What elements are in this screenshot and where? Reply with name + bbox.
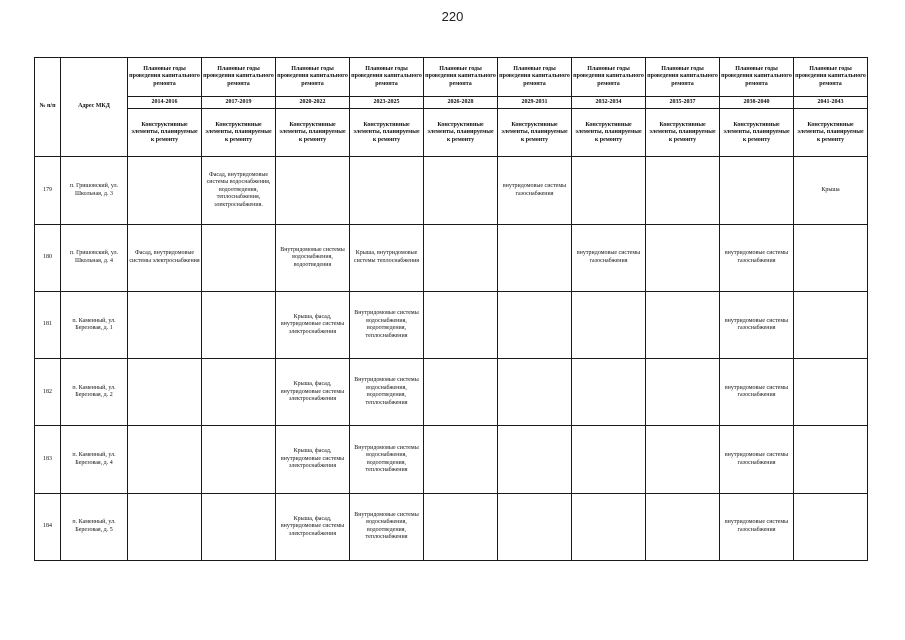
table-cell: Крыша <box>794 157 868 224</box>
table-cell <box>128 426 202 493</box>
elements-header: Конструктивные элементы, планируемые к ремонту <box>424 109 498 157</box>
table-cell <box>498 224 572 291</box>
row-number: 181 <box>35 291 61 358</box>
year-range: 2038-2040 <box>720 97 794 109</box>
period-header: Плановые годы проведения капитального ремонта <box>128 58 202 97</box>
table-cell <box>350 157 424 224</box>
table-row <box>35 157 868 224</box>
table-cell <box>572 426 646 493</box>
period-header: Плановые годы проведения капитального ремонта <box>424 58 498 97</box>
table-cell <box>794 291 868 358</box>
elements-header: Конструктивные элементы, планируемые к ремонту <box>128 109 202 157</box>
table-cell: Крыша, фасад, внутридомовые системы электроснабжения <box>276 359 350 426</box>
row-address: п. Гришовский, ул. Школьная, д. 3 <box>61 157 128 224</box>
year-range: 2023-2025 <box>350 97 424 109</box>
table-cell <box>794 493 868 560</box>
row-number: 180 <box>35 224 61 291</box>
table-cell: внутридомовые системы газоснабжения <box>572 224 646 291</box>
year-range: 2041-2043 <box>794 97 868 109</box>
table-cell <box>646 291 720 358</box>
table-cell: внутридомовые системы газоснабжения <box>720 359 794 426</box>
year-range: 2014-2016 <box>128 97 202 109</box>
table-cell: Крыша, фасад, внутридомовые системы электроснабжения <box>276 493 350 560</box>
elements-header: Конструктивные элементы, планируемые к ремонту <box>720 109 794 157</box>
table-cell <box>276 157 350 224</box>
table-cell <box>424 224 498 291</box>
year-range: 2026-2028 <box>424 97 498 109</box>
elements-header: Конструктивные элементы, планируемые к ремонту <box>350 109 424 157</box>
period-header: Плановые годы проведения капитального ремонта <box>350 58 424 97</box>
row-address: п. Гришовский, ул. Школьная, д. 4 <box>61 224 128 291</box>
row-address: п. Каменный, ул. Березовая, д. 2 <box>61 359 128 426</box>
table-cell <box>720 157 794 224</box>
table-cell <box>794 359 868 426</box>
table-cell <box>572 291 646 358</box>
table-cell <box>646 493 720 560</box>
elements-header: Конструктивные элементы, планируемые к ремонту <box>794 109 868 157</box>
header-row-elements <box>35 109 868 157</box>
table-cell <box>128 493 202 560</box>
table-cell <box>646 224 720 291</box>
table-cell: Внутридомовые системы водоснабжения, водоотведения, теплоснабжения <box>350 291 424 358</box>
table-cell <box>794 426 868 493</box>
table-cell <box>498 291 572 358</box>
table-cell <box>572 359 646 426</box>
table-cell <box>128 359 202 426</box>
table-cell <box>572 493 646 560</box>
row-address: п. Каменный, ул. Березовая, д. 1 <box>61 291 128 358</box>
year-range: 2029-2031 <box>498 97 572 109</box>
period-header: Плановые годы проведения капитального ремонта <box>276 58 350 97</box>
year-range: 2017-2019 <box>202 97 276 109</box>
table-cell <box>498 359 572 426</box>
table-cell <box>202 359 276 426</box>
year-range: 2020-2022 <box>276 97 350 109</box>
period-header: Плановые годы проведения капитального ремонта <box>720 58 794 97</box>
row-number: 184 <box>35 493 61 560</box>
repair-schedule-table <box>34 57 868 561</box>
table-cell <box>202 291 276 358</box>
table-row <box>35 291 868 358</box>
table-cell <box>498 426 572 493</box>
page-number: 220 <box>441 9 464 24</box>
table-cell: Фасад, внутридомовые системы электроснабжения <box>128 224 202 291</box>
table-row <box>35 359 868 426</box>
period-header: Плановые годы проведения капитального ремонта <box>202 58 276 97</box>
table-cell: Крыша, фасад, внутридомовые системы электроснабжения <box>276 291 350 358</box>
num-header: № п/п <box>35 58 61 157</box>
table-row <box>35 224 868 291</box>
table-cell <box>424 291 498 358</box>
row-number: 183 <box>35 426 61 493</box>
table-cell <box>794 224 868 291</box>
table-cell <box>424 359 498 426</box>
row-number: 182 <box>35 359 61 426</box>
period-header: Плановые годы проведения капитального ремонта <box>572 58 646 97</box>
elements-header: Конструктивные элементы, планируемые к ремонту <box>276 109 350 157</box>
elements-header: Конструктивные элементы, планируемые к ремонту <box>202 109 276 157</box>
table-cell <box>646 359 720 426</box>
table-cell: Фасад, внутридомовые системы водоснабжения, водоотведения, теплоснабжения, электроснабжения. <box>202 157 276 224</box>
table-cell <box>646 157 720 224</box>
elements-header: Конструктивные элементы, планируемые к ремонту <box>498 109 572 157</box>
table-cell <box>202 493 276 560</box>
table-cell <box>424 426 498 493</box>
header-row-periods <box>35 58 868 97</box>
table-cell: Внутридомовые системы водоснабжения, водоотведения, теплоснабжения <box>350 426 424 493</box>
address-header: Адрес МКД <box>61 58 128 157</box>
year-range: 2032-2034 <box>572 97 646 109</box>
table-cell: Внутридомовые системы водоснабжения, водоотведения <box>276 224 350 291</box>
elements-header: Конструктивные элементы, планируемые к ремонту <box>572 109 646 157</box>
table-cell <box>646 426 720 493</box>
table-cell: Внутридомовые системы водоснабжения, водоотведения, теплоснабжения <box>350 359 424 426</box>
table-cell <box>128 291 202 358</box>
table-cell: Внутридомовые системы водоснабжения, водоотведения, теплоснабжения <box>350 493 424 560</box>
period-header: Плановые годы проведения капитального ремонта <box>498 58 572 97</box>
row-address: п. Каменный, ул. Березовая, д. 4 <box>61 426 128 493</box>
table-cell <box>424 157 498 224</box>
table-cell <box>498 493 572 560</box>
table-cell: внутридомовые системы газоснабжения <box>720 291 794 358</box>
table-cell <box>572 157 646 224</box>
table-cell <box>202 426 276 493</box>
table-cell <box>202 224 276 291</box>
row-number: 179 <box>35 157 61 224</box>
year-range: 2035-2037 <box>646 97 720 109</box>
elements-header: Конструктивные элементы, планируемые к ремонту <box>646 109 720 157</box>
table-cell: внутридомовые системы газоснабжения <box>720 426 794 493</box>
table-row <box>35 493 868 560</box>
table-cell <box>128 157 202 224</box>
table-cell: внутридомовые системы газоснабжения <box>498 157 572 224</box>
header-row-years <box>35 97 868 109</box>
period-header: Плановые годы проведения капитального ремонта <box>794 58 868 97</box>
table-cell: внутридомовые системы газоснабжения <box>720 493 794 560</box>
table-cell <box>424 493 498 560</box>
period-header: Плановые годы проведения капитального ремонта <box>646 58 720 97</box>
table-cell: внутридомовые системы газоснабжения <box>720 224 794 291</box>
row-address: п. Каменный, ул. Березовая, д. 5 <box>61 493 128 560</box>
table-row <box>35 426 868 493</box>
table-cell: Крыша, внутридомовые системы теплоснабжения <box>350 224 424 291</box>
table-cell: Крыша, фасад, внутридомовые системы электроснабжения <box>276 426 350 493</box>
